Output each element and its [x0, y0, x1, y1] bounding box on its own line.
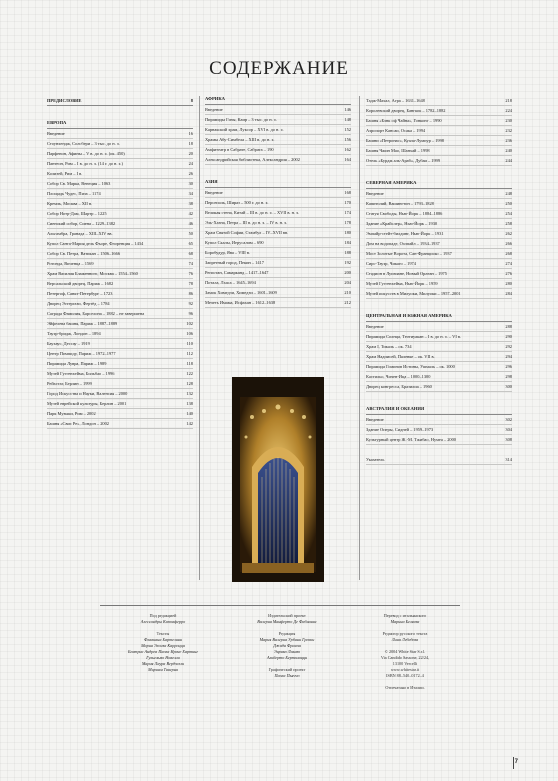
toc-entry-title: Альгамбра, Гранада – XIII–XIV вв. — [47, 231, 113, 236]
alhambra-arch-photo — [232, 377, 324, 582]
toc-entry-page: 164 — [344, 157, 351, 162]
credit-name: Беатрис Андреа Паола Ирене Хартинг — [128, 649, 198, 654]
toc-entry-page: 128 — [186, 381, 193, 386]
credit-label: 13100 Vercelli — [392, 661, 418, 666]
credit-name: Энрико Ламмо — [273, 649, 301, 654]
credit-label: Отпечатано в Италии. — [385, 685, 425, 690]
toc-entry[interactable] — [366, 269, 512, 279]
toc-entry-page: 232 — [505, 128, 512, 133]
toc-entry-page: 224 — [505, 108, 512, 113]
toc-entry[interactable] — [205, 135, 351, 145]
toc-entry-page: 184 — [344, 240, 351, 245]
toc-entry-title: ПРЕДИСЛОВИЕ — [47, 98, 82, 103]
toc-entry-title: Пирамида Лувра, Париж – 1989 — [47, 361, 107, 366]
toc-entry[interactable] — [366, 415, 512, 425]
toc-entry[interactable] — [47, 169, 193, 179]
toc-entry-page: 262 — [505, 231, 512, 236]
credits-column-1 — [108, 613, 218, 673]
toc-entry[interactable] — [366, 126, 512, 136]
toc-entry-title: Введение — [205, 107, 223, 112]
toc-entry-page: 298 — [505, 374, 512, 379]
toc-entry-page: 142 — [186, 421, 193, 426]
toc-entry[interactable] — [205, 115, 351, 125]
toc-entry-title: Тадж-Махал, Агра – 1631–1648 — [366, 98, 425, 103]
toc-entry[interactable] — [366, 352, 512, 362]
credit-name: Мария Лаура Вердзелли — [141, 661, 185, 666]
toc-entry-page: 170 — [344, 200, 351, 205]
credit-label: Издательский проект — [268, 613, 306, 618]
toc-entry-title: Введение — [366, 191, 384, 196]
toc-entry-title: Саграда Фамилия, Барселона – 1882 – не завершена — [47, 311, 145, 316]
toc-entry-page: 294 — [505, 354, 512, 359]
toc-entry[interactable] — [366, 156, 512, 166]
toc-entry[interactable] — [205, 188, 351, 198]
toc-entry[interactable] — [47, 309, 193, 319]
credit-name: Мария Элоиза Карроцца — [141, 643, 185, 648]
toc-entry[interactable] — [205, 155, 351, 165]
toc-entry[interactable] — [47, 199, 193, 209]
credit-name: Флавиана Бартелини — [144, 637, 182, 642]
toc-entry-title: Город Искусства и Науки, Валенсия – 2000 — [47, 391, 128, 396]
toc-entry-page: 236 — [505, 138, 512, 143]
toc-entry-page: 230 — [505, 118, 512, 123]
toc-entry[interactable] — [47, 369, 193, 379]
toc-entry[interactable] — [205, 298, 351, 308]
toc-entry[interactable] — [366, 239, 512, 249]
toc-entry-title: Дворец конгресса, Бразилиа – 1960 — [366, 384, 432, 389]
toc-entry[interactable] — [366, 96, 512, 106]
column-divider — [359, 96, 360, 580]
credit-name: Марина Беляева — [390, 619, 420, 624]
toc-entry-title: Замок Химедзи, Химедзи – 1601–1609 — [205, 290, 277, 295]
toc-entry[interactable] — [47, 289, 193, 299]
toc-entry-title: Аэропорт Кансаи, Осака – 1994 — [366, 128, 426, 133]
toc-entry-page: 268 — [505, 251, 512, 256]
toc-entry-page: 168 — [344, 190, 351, 195]
toc-entry-title: Купол Санта-Мария дель Фьоре, Флоренция – 1434 — [47, 241, 144, 246]
toc-entry-title: Здание Оперы, Сидней – 1959–1973 — [366, 427, 434, 432]
credits-column-2 — [232, 613, 342, 679]
toc-entry-page: 42 — [188, 211, 193, 216]
credit-name: Джада Франча — [273, 643, 301, 648]
toc-entry-page: 178 — [344, 220, 351, 225]
toc-entry-title: Введение — [366, 417, 384, 422]
toc-entry[interactable] — [205, 238, 351, 248]
toc-entry[interactable] — [366, 249, 512, 259]
toc-entry[interactable] — [205, 248, 351, 258]
toc-entry[interactable] — [205, 218, 351, 228]
toc-entry-title: Королевский дворец, Бангкок – 1782–1882 — [366, 108, 446, 113]
toc-entry[interactable] — [47, 179, 193, 189]
toc-entry-page: 92 — [188, 301, 193, 306]
toc-entry-title: Центр Помпиду, Париж – 1972–1977 — [47, 351, 116, 356]
toc-entry[interactable] — [205, 268, 351, 278]
toc-entry-title: Стоунхендж, Солсбери – 3 тыс. до н. э. — [47, 141, 120, 146]
page-title: СОДЕРЖАНИЕ — [209, 58, 349, 79]
toc-entry-page: 106 — [186, 331, 193, 336]
toc-entry-title: Музей Гуггенхейма, Нью-Йорк – 1959 — [366, 281, 438, 286]
toc-entry-page: 46 — [188, 221, 193, 226]
credit-label: © 2004 White Star S.r.l. — [384, 649, 426, 654]
toc-entry-title: Рейхстаг, Берлин – 1999 — [47, 381, 92, 386]
credit-label: Редактор русского текста — [382, 631, 428, 636]
toc-entry-title: Капитолий, Вашингтон – 1793–1828 — [366, 201, 434, 206]
toc-entry-title: Статуя Свободы, Нью-Йорк – 1884–1886 — [366, 211, 443, 216]
credit-label: www.whitestar.it — [390, 667, 420, 672]
toc-entry[interactable] — [205, 258, 351, 268]
credit-label: Тексты — [156, 631, 170, 636]
toc-entry-title: Пантеон, Рим – I в. до н. э. (14 г. до н. э.) — [47, 161, 123, 166]
toc-entry-page: 110 — [186, 341, 193, 346]
toc-entry-title: Мост Золотые Ворота, Сан-Франциско – 1937 — [366, 251, 452, 256]
toc-entry-title: Башня Чжин Мао, Шанхай – 1998 — [366, 148, 430, 153]
toc-entry[interactable] — [47, 399, 193, 409]
toc-entry-title: Тауэр-бридж, Лондон – 1894 — [47, 331, 101, 336]
toc-entry[interactable] — [366, 332, 512, 342]
toc-entry-title: Сирс-Тауэр, Чикаго – 1974 — [366, 261, 416, 266]
toc-entry[interactable] — [366, 279, 512, 289]
toc-entry-page: 138 — [186, 401, 193, 406]
toc-entry-page: 210 — [344, 290, 351, 295]
toc-entry-page: 96 — [188, 311, 193, 316]
spacer — [366, 445, 512, 455]
toc-entry[interactable] — [366, 136, 512, 146]
toc-entry-page: 250 — [505, 201, 512, 206]
toc-entry-page: 192 — [344, 260, 351, 265]
toc-entry-title: Введение — [47, 131, 65, 136]
toc-entry-title: Пирамида Гоминов Истины, Ушмаль – ок. 1000 — [366, 364, 455, 369]
toc-entry-page: 132 — [186, 391, 193, 396]
toc-entry-title: Музей искусств в Милуоки, Милуоки – 1957–2001 — [366, 291, 461, 296]
toc-entry-title: Собор Нотр-Дам, Шартр – 1225 — [47, 211, 107, 216]
toc-entry-title: Дворец Эстергази, Фертёд – 1784 — [47, 301, 110, 306]
toc-section-heading: ЕВРОПА — [47, 120, 193, 129]
toc-section-heading: АФРИКА — [205, 96, 351, 105]
toc-entry-title: Пирамиды Гизы, Каир – 3 тыс. до н. э. — [205, 117, 277, 122]
toc-entry[interactable] — [205, 208, 351, 218]
toc-entry-page: 296 — [505, 364, 512, 369]
credit-name: Альберто Бертолацци — [266, 655, 308, 660]
credit-label: ISBN 88–540–0172–4 — [386, 673, 424, 678]
toc-entry-page: 162 — [344, 147, 351, 152]
toc-entry[interactable] — [366, 229, 512, 239]
toc-entry-title: Храм Василия Блаженного, Москва – 1554–1560 — [47, 271, 138, 276]
toc-entry-page: 38 — [188, 201, 193, 206]
toc-section-heading: СЕВЕРНАЯ АМЕРИКА — [366, 180, 512, 189]
toc-entry[interactable] — [366, 455, 512, 465]
toc-entry-page: 200 — [344, 270, 351, 275]
toc-entry-page: 244 — [505, 158, 512, 163]
toc-column-1 — [47, 96, 193, 429]
toc-entry-title: Эйфелева башня, Париж – 1887–1889 — [47, 321, 118, 326]
toc-entry[interactable] — [47, 329, 193, 339]
toc-entry-title: Великая стена, Китай – III в. до н. э. – XVII в. н. э. — [205, 210, 300, 215]
toc-entry[interactable] — [47, 219, 193, 229]
toc-entry[interactable] — [47, 159, 193, 169]
toc-entry-title: Колизей, Рим – I в. — [47, 171, 83, 176]
toc-preface-entry[interactable] — [47, 96, 193, 106]
toc-entry-page: 34 — [188, 191, 193, 196]
toc-entry-title: Эмпайр-стейт-билдинг, Нью-Йорк – 1931 — [366, 231, 444, 236]
toc-entry[interactable] — [205, 105, 351, 115]
toc-entry[interactable] — [47, 259, 193, 269]
credit-label: Редакция — [278, 631, 296, 636]
toc-entry-title: Храм I, Тикаль – ок. 734 — [366, 344, 412, 349]
toc-entry[interactable] — [47, 149, 193, 159]
toc-entry-page: 180 — [344, 230, 351, 235]
toc-entry-title: Храм Надписей, Паленке – ок. VII в. — [366, 354, 435, 359]
toc-entry[interactable] — [47, 139, 193, 149]
toc-column-3 — [366, 96, 512, 465]
toc-entry-title: Стадион в Луизиане, Новый Орлеан – 1975 — [366, 271, 447, 276]
toc-entry-page: 8 — [190, 98, 193, 103]
toc-entry-title: Амфитеатр в Сабрате, Сабрата – 190 — [205, 147, 274, 152]
toc-entry-title: Введение — [366, 324, 384, 329]
toc-entry-title: Регистан, Самарканд – 1417–1647 — [205, 270, 269, 275]
toc-entry[interactable] — [366, 116, 512, 126]
toc-entry[interactable] — [366, 382, 512, 392]
credit-name: Мириам Таверна — [148, 667, 178, 672]
toc-entry-title: Карнакский храм, Луксор – XVI в. до н. э. — [205, 127, 284, 132]
toc-entry-page: 20 — [188, 151, 193, 156]
toc-entry-page: 18 — [188, 141, 193, 146]
toc-entry-page: 118 — [186, 361, 193, 366]
toc-entry-title: Башни «Петронас», Куала-Лумпур – 1998 — [366, 138, 444, 143]
toc-entry[interactable] — [47, 239, 193, 249]
toc-entry[interactable] — [205, 145, 351, 155]
toc-entry[interactable] — [366, 342, 512, 352]
toc-entry[interactable] — [47, 389, 193, 399]
toc-entry-page: 212 — [344, 300, 351, 305]
toc-entry[interactable] — [366, 189, 512, 199]
toc-entry-page: 102 — [186, 321, 193, 326]
toc-entry-page: 112 — [186, 351, 193, 356]
toc-entry-page: 314 — [505, 457, 512, 462]
toc-entry[interactable] — [47, 209, 193, 219]
toc-entry-page: 16 — [188, 131, 193, 136]
toc-entry-title: Культурный центр Ж.-М. Тжибао, Нумеа – 2000 — [366, 437, 456, 442]
toc-entry[interactable] — [205, 125, 351, 135]
toc-entry-page: 152 — [344, 127, 351, 132]
toc-entry-title: Парфенон, Афины – V в. до н. э. (ок. 450) — [47, 151, 125, 156]
toc-entry-page: 266 — [505, 241, 512, 246]
toc-entry[interactable] — [366, 435, 512, 445]
toc-entry-title: Здание «Крайслер», Нью-Йорк – 1930 — [366, 221, 438, 226]
toc-entry-page: 140 — [186, 411, 193, 416]
toc-entry-title: Кастильо, Чичен-Ица – 1000–1300 — [366, 374, 431, 379]
toc-entry-title: Указатель — [366, 457, 385, 462]
toc-entry-title: Введение — [205, 190, 223, 195]
toc-entry-title: Мечеть Имама, Исфахан – 1612–1638 — [205, 300, 276, 305]
toc-entry-title: Персеполь, Шираз – 500 г. до н. э. — [205, 200, 269, 205]
credit-name: Валерия Манферто Де Фабианис — [257, 619, 317, 624]
toc-entry-page: 284 — [505, 291, 512, 296]
toc-entry-page: 30 — [188, 181, 193, 186]
toc-entry-page: 288 — [505, 324, 512, 329]
toc-entry-page: 68 — [188, 251, 193, 256]
toc-entry[interactable] — [205, 278, 351, 288]
toc-entry[interactable] — [205, 288, 351, 298]
toc-entry-page: 50 — [188, 231, 193, 236]
toc-entry-title: Эль-Хазна, Петра – III в. до н. э. – IV в. н. э. — [205, 220, 288, 225]
credit-name: Алессандры Капоаферро — [140, 619, 186, 624]
toc-entry-title: Площадь Чудес, Пиза – 1174 — [47, 191, 101, 196]
toc-entry[interactable] — [205, 228, 351, 238]
toc-entry-page: 122 — [186, 371, 193, 376]
toc-entry[interactable] — [366, 425, 512, 435]
toc-entry[interactable] — [47, 269, 193, 279]
toc-entry-page: 204 — [344, 280, 351, 285]
toc-entry[interactable] — [366, 322, 512, 332]
toc-entry-page: 65 — [188, 241, 193, 246]
toc-entry[interactable] — [366, 219, 512, 229]
toc-entry[interactable] — [47, 279, 193, 289]
toc-entry-title: Башня «Бэнк оф Чайна», Гонконг – 1990 — [366, 118, 442, 123]
toc-section-heading: ЦЕНТРАЛЬНАЯ И ЮЖНАЯ АМЕРИКА — [366, 313, 512, 322]
toc-entry[interactable] — [366, 199, 512, 209]
toc-entry-title: Храмы Абу-Симбела – XIII в. до н. э. — [205, 137, 275, 142]
toc-entry[interactable] — [47, 129, 193, 139]
toc-entry[interactable] — [366, 209, 512, 219]
toc-entry[interactable] — [47, 249, 193, 259]
column-divider — [199, 96, 200, 580]
toc-entry-title: Боробудур, Ява – VIII в. — [205, 250, 251, 255]
toc-entry[interactable] — [47, 229, 193, 239]
toc-entry-title: Баухаус, Дессау – 1919 — [47, 341, 90, 346]
toc-entry-page: 292 — [505, 344, 512, 349]
toc-entry-title: Версальский дворец, Париж – 1682 — [47, 281, 114, 286]
credit-name: Лина Лебедева — [391, 637, 419, 642]
toc-entry-title: Отель «Бурдж аль-Араб», Дубаи – 1999 — [366, 158, 441, 163]
toc-section-heading: АВСТРАЛИЯ И ОКЕАНИЯ — [366, 406, 512, 415]
toc-entry[interactable] — [47, 419, 193, 429]
credit-label: Via Candido Sassone, 22/24, — [380, 655, 430, 660]
credits-divider — [100, 605, 460, 606]
credits-column-3 — [350, 613, 460, 691]
toc-entry-title: Александрийская библиотека, Александрия – 2002 — [205, 157, 300, 162]
toc-entry[interactable] — [47, 319, 193, 329]
toc-entry-page: 274 — [505, 261, 512, 266]
toc-entry-page: 78 — [188, 281, 193, 286]
toc-entry-title: Петергоф, Санкт-Петербург – 1723 — [47, 291, 113, 296]
toc-entry[interactable] — [366, 289, 512, 299]
toc-entry-page: 254 — [505, 211, 512, 216]
toc-entry-title: Собор Св. Петра, Ватикан – 1506–1666 — [47, 251, 121, 256]
toc-entry-page: 24 — [188, 161, 193, 166]
toc-entry[interactable] — [47, 299, 193, 309]
toc-entry-title: Дом на водопаде, Оэлпайл – 1934–1937 — [366, 241, 440, 246]
toc-entry[interactable] — [47, 409, 193, 419]
toc-entry-page: 300 — [505, 384, 512, 389]
credit-label: Перевод с итальянского — [383, 613, 427, 618]
toc-entry[interactable] — [366, 106, 512, 116]
toc-entry-title: Храм Святой Софии, Стамбул – IV–XVII вв. — [205, 230, 289, 235]
toc-entry-page: 258 — [505, 221, 512, 226]
toc-entry-title: Собор Св. Марка, Венеция – 1063 — [47, 181, 111, 186]
toc-entry-page: 302 — [505, 417, 512, 422]
toc-entry[interactable] — [47, 349, 193, 359]
toc-entry-page: 174 — [344, 210, 351, 215]
toc-entry-page: 304 — [505, 427, 512, 432]
toc-entry-title: Парк Музыки, Рим – 2002 — [47, 411, 96, 416]
toc-entry-page: 156 — [344, 137, 351, 142]
toc-entry[interactable] — [366, 259, 512, 269]
toc-entry-title: Пирамида Солнца, Теотиуакан – I в. до н. э. – VI в. — [366, 334, 462, 339]
toc-entry[interactable] — [47, 359, 193, 369]
toc-entry[interactable] — [366, 372, 512, 382]
toc-entry-page: 290 — [505, 334, 512, 339]
toc-entry-page: 276 — [505, 271, 512, 276]
toc-entry[interactable] — [47, 379, 193, 389]
toc-entry-page: 218 — [505, 98, 512, 103]
toc-entry-page: 248 — [505, 191, 512, 196]
toc-entry-page: 146 — [344, 107, 351, 112]
credit-name: Паола Пьяччо — [274, 673, 300, 678]
toc-entry-page: 188 — [344, 250, 351, 255]
toc-section-heading: АЗИЯ — [205, 179, 351, 188]
toc-entry-title: Башня «Свис Ре», Лондон – 2002 — [47, 421, 109, 426]
page-number: 7 — [514, 759, 518, 765]
toc-entry[interactable] — [47, 189, 193, 199]
toc-entry-page: 74 — [188, 261, 193, 266]
toc-entry-title: Музей еврейской культуры, Берлин – 2001 — [47, 401, 127, 406]
toc-entry-title: Ротонда, Виченца – 1569 — [47, 261, 94, 266]
toc-entry-page: 148 — [344, 117, 351, 122]
toc-entry-page: 26 — [188, 171, 193, 176]
credit-label: Под редакцией — [149, 613, 177, 618]
toc-entry-page: 280 — [505, 281, 512, 286]
credit-name: Мария Валерия Урбани Грекки — [259, 637, 315, 642]
toc-entry-title: Сиенский собор, Сиена – 1229–1382 — [47, 221, 116, 226]
toc-entry-title: Кремль, Москва – XII в. — [47, 201, 93, 206]
toc-entry-title: Потала, Лхаса – 1645–1694 — [205, 280, 256, 285]
toc-entry[interactable] — [47, 339, 193, 349]
toc-entry-title: Запретный город, Пекин – 1417 — [205, 260, 264, 265]
credit-label: Графический проект — [268, 667, 306, 672]
toc-entry-title: Купол Скалы, Иерусалим – 690 — [205, 240, 264, 245]
toc-column-2 — [205, 96, 351, 308]
toc-entry-page: 86 — [188, 291, 193, 296]
toc-entry-title: Музей Гуггенхейма, Бильбао – 1996 — [47, 371, 115, 376]
credit-name: Гульельмо Новелли — [146, 655, 180, 660]
toc-entry-page: 308 — [505, 437, 512, 442]
toc-entry-page: 76 — [188, 271, 193, 276]
toc-entry[interactable] — [366, 146, 512, 156]
toc-entry[interactable] — [205, 198, 351, 208]
toc-entry-page: 240 — [505, 148, 512, 153]
toc-entry[interactable] — [366, 362, 512, 372]
